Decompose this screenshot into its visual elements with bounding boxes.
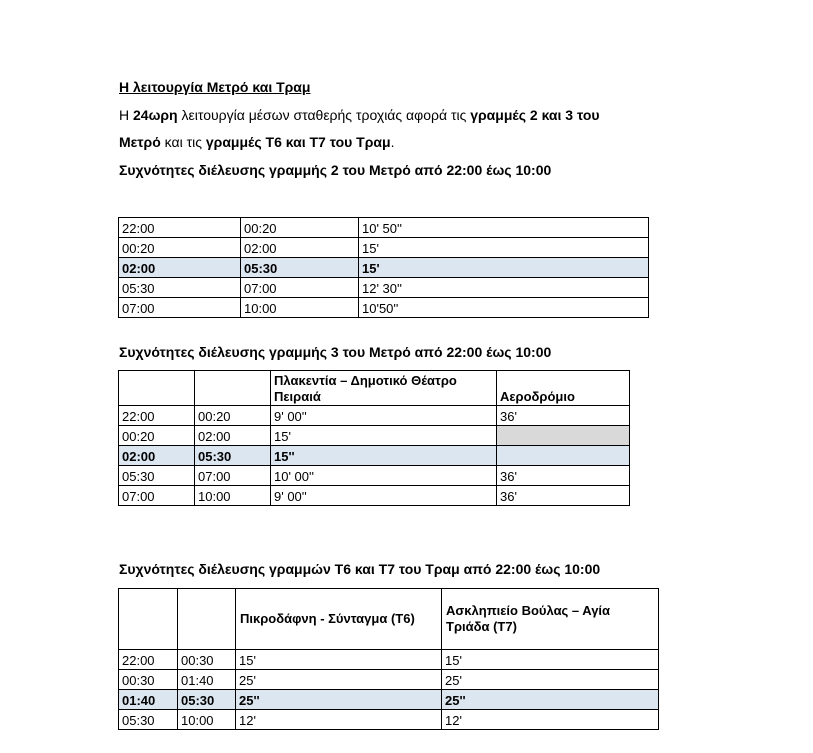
header-cell: Πλακεντία – Δημοτικό Θέατρο Πειραιά [271,371,497,406]
table-header-row [119,371,630,406]
table-cell: 22:00 [119,218,241,238]
table-cell: 10'50'' [359,298,649,318]
table-cell: 10:00 [178,710,236,730]
table-cell: 07:00 [119,298,241,318]
intro-text: . [390,134,395,150]
table-row [119,298,649,318]
table-cell: 25'' [442,690,659,710]
table-cell: 00:20 [119,426,195,446]
intro-line-2 [119,133,394,151]
table-row [119,446,630,466]
table-cell: 05:30 [195,446,271,466]
table-cell: 00:20 [241,218,359,238]
tram-table [118,588,659,730]
section1-heading: Συχνότητες διέλευσης γραμμής 2 του Μετρό από 22:00 έως 10:00 [119,162,552,178]
table-row [119,426,630,446]
table-row [119,406,630,426]
table-cell: 15' [442,650,659,670]
table-cell: 15' [271,426,497,446]
table-cell: 02:00 [119,446,195,466]
header-cell [119,371,195,406]
section2-heading: Συχνότητες διέλευσης γραμμής 3 του Μετρό από 22:00 έως 10:00 [119,344,552,360]
table-cell: 10:00 [241,298,359,318]
header-cell [119,589,178,650]
table-cell: 02:00 [241,238,359,258]
table-cell: 02:00 [195,426,271,446]
table-cell: 00:30 [178,650,236,670]
table-row [119,486,630,506]
section3-heading: Συχνότητες διέλευσης γραμμών Τ6 και Τ7 του Τραμ από 22:00 έως 10:00 [119,561,601,577]
table-cell: 05:30 [119,278,241,298]
table-row [119,710,659,730]
table-cell: 15' [359,258,649,278]
table-cell: 10' 00'' [271,466,497,486]
table-cell: 00:20 [195,406,271,426]
table-cell: 15'' [271,446,497,466]
header-cell: Αεροδρόμιο [497,371,630,406]
table-cell: 00:30 [119,670,178,690]
table-row [119,258,649,278]
table-cell: 36' [497,466,630,486]
table-cell: 15' [359,238,649,258]
table-cell: 10:00 [195,486,271,506]
table-row [119,650,659,670]
table-cell: 12' [442,710,659,730]
table-cell: 36' [497,486,630,506]
table-cell: 12' 30'' [359,278,649,298]
table-row [119,238,649,258]
header-cell: Πικροδάφνη - Σύνταγμα (Τ6) [236,589,442,650]
intro-text: γραμμές Τ6 και Τ7 του Τραμ [205,134,391,150]
intro-text: γραμμές 2 και 3 του [470,107,600,123]
table-row [119,218,649,238]
table-cell: 02:00 [119,258,241,278]
metro-line2-table [118,217,649,318]
table-cell: 22:00 [119,406,195,426]
table-cell: 07:00 [241,278,359,298]
table-cell: 12' [236,710,442,730]
intro-text: 24ωρη [133,107,178,123]
table-row [119,278,649,298]
table-cell: 25' [236,670,442,690]
header-cell [195,371,271,406]
page-title: Η λειτουργία Μετρό και Τραμ [119,79,311,95]
table-cell: 9' 00'' [271,406,497,426]
table-cell: 01:40 [178,670,236,690]
intro-text: Η [119,107,133,123]
header-cell: Ασκληπιείο Βούλας – Αγία Τριάδα (Τ7) [442,589,659,650]
intro-text: Μετρό [119,134,161,150]
table-cell: 36' [497,406,630,426]
table-cell: 07:00 [195,466,271,486]
table-cell: 05:30 [178,690,236,710]
table-cell: 05:30 [119,466,195,486]
table-row [119,690,659,710]
table-cell [497,446,630,466]
intro-text: λειτουργία μέσων σταθερής τροχιάς αφορά τις [177,107,471,123]
table-cell: 01:40 [119,690,178,710]
metro-line3-table [118,370,630,506]
table-row [119,466,630,486]
table-cell: 9' 00'' [271,486,497,506]
table-header-row [119,589,659,650]
table-cell: 05:30 [241,258,359,278]
intro-line-1 [119,106,600,124]
intro-text: και τις [160,134,206,150]
table-cell: 25'' [236,690,442,710]
table-cell: 25' [442,670,659,690]
table-cell: 07:00 [119,486,195,506]
table-cell: 22:00 [119,650,178,670]
table-cell: 10' 50'' [359,218,649,238]
table-cell: 00:20 [119,238,241,258]
table-cell: 05:30 [119,710,178,730]
table-cell [497,426,630,446]
table-row [119,670,659,690]
header-cell [178,589,236,650]
table-cell: 15' [236,650,442,670]
